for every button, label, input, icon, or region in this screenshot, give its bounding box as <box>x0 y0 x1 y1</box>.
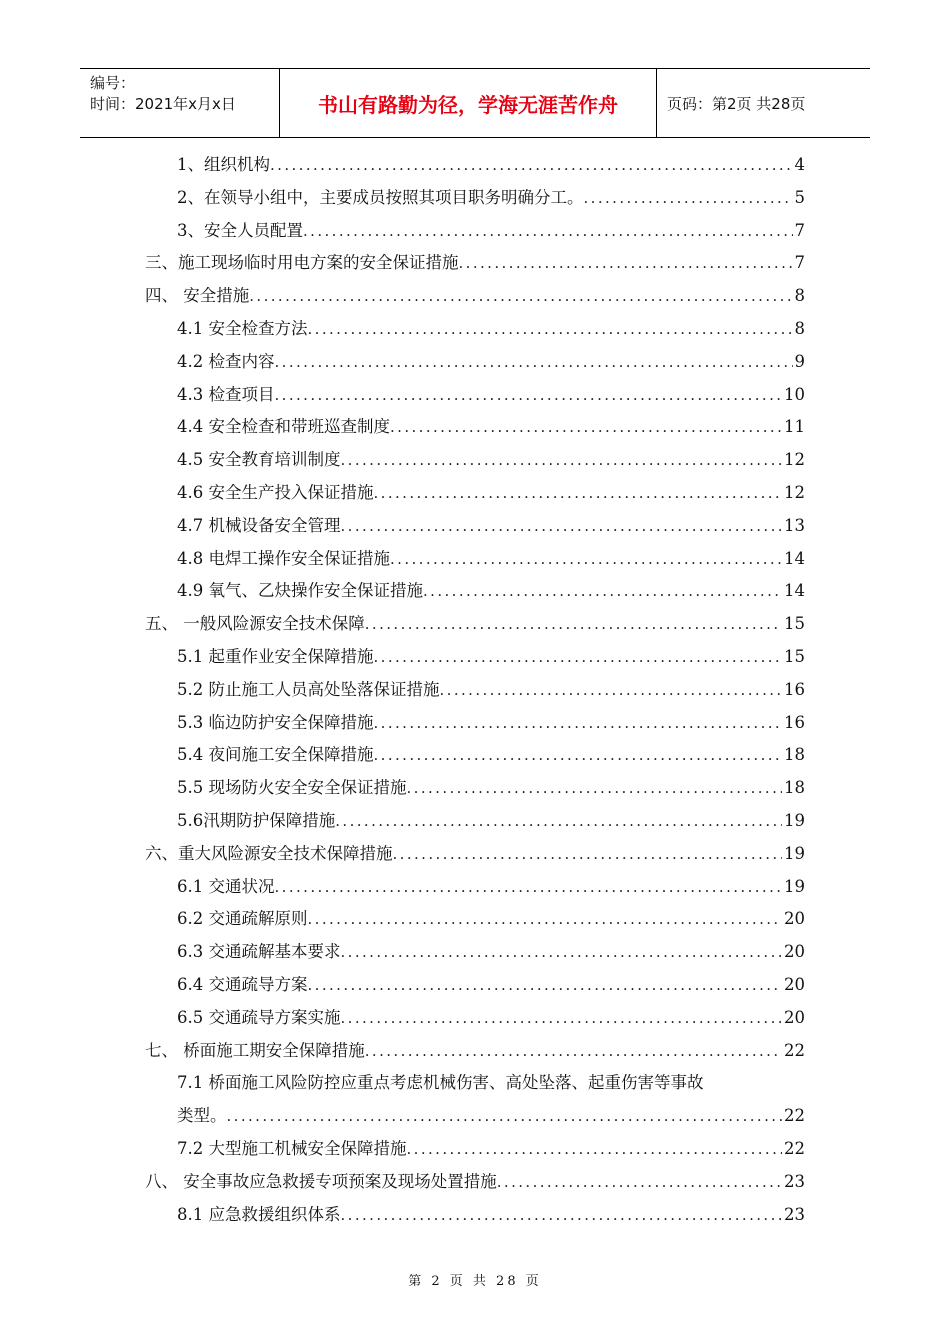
toc-entry-page-number: 12 <box>784 450 805 469</box>
toc-leader-dots <box>303 220 793 242</box>
toc-entry[interactable] <box>177 416 805 438</box>
toc-entry-page-number: 20 <box>784 942 805 961</box>
toc-entry-title: 八、 安全事故应急救援专项预案及现场处置措施 <box>145 1172 497 1191</box>
toc-entry[interactable] <box>145 252 805 274</box>
toc-entry-title: 1、组织机构 <box>177 155 270 174</box>
toc-entry-title: 4.2 检查内容 <box>177 352 275 371</box>
toc-entry[interactable] <box>145 285 805 307</box>
toc-entry-title: 6.1 交通状况 <box>177 877 275 896</box>
toc-entry[interactable] <box>177 351 805 373</box>
toc-entry-title: 4.9 氧气、乙炔操作安全保证措施 <box>177 581 423 600</box>
toc-entry[interactable] <box>177 384 805 406</box>
toc-entry-title: 4.5 安全教育培训制度 <box>177 450 341 469</box>
toc-entry-page-number: 8 <box>794 286 805 305</box>
toc-leader-dots <box>374 712 783 734</box>
toc-entry-title: 8.1 应急救援组织体系 <box>177 1205 341 1224</box>
toc-entry-title: 3、安全人员配置 <box>177 221 303 240</box>
toc-leader-dots <box>275 351 793 373</box>
header-meta <box>80 69 280 137</box>
toc-leader-dots <box>341 1007 783 1029</box>
document-time-label: 时间：2021年x月x日 <box>90 95 236 113</box>
toc-entry[interactable] <box>177 1105 805 1127</box>
toc-entry-title: 6.3 交通疏解基本要求 <box>177 942 341 961</box>
toc-entry-page-number: 18 <box>784 745 805 764</box>
toc-leader-dots <box>308 318 793 340</box>
toc-entry-page-number: 20 <box>784 909 805 928</box>
toc-entry-page-number: 23 <box>784 1205 805 1224</box>
toc-entry-title: 4.7 机械设备安全管理 <box>177 516 341 535</box>
toc-entry[interactable] <box>177 1204 805 1226</box>
toc-entry-page-number: 20 <box>784 1008 805 1027</box>
toc-entry-title: 5.5 现场防火安全安全保证措施 <box>177 778 407 797</box>
toc-entry[interactable] <box>177 777 805 799</box>
toc-entry[interactable] <box>177 154 805 176</box>
toc-entry[interactable] <box>145 843 805 865</box>
toc-entry-page-number: 20 <box>784 975 805 994</box>
toc-entry-page-number: 11 <box>784 417 805 436</box>
toc-leader-dots <box>459 252 793 274</box>
toc-entry-title: 5.3 临边防护安全保障措施 <box>177 713 374 732</box>
toc-entry-title: 5.2 防止施工人员高处坠落保证措施 <box>177 680 440 699</box>
toc-entry[interactable] <box>177 908 805 930</box>
toc-entry[interactable] <box>177 810 805 832</box>
toc-entry-page-number: 22 <box>784 1106 805 1125</box>
toc-entry[interactable] <box>177 876 805 898</box>
toc-entry[interactable] <box>145 613 805 635</box>
toc-leader-dots <box>440 679 783 701</box>
toc-entry[interactable] <box>177 187 805 209</box>
toc-entry-title: 4.3 检查项目 <box>177 385 275 404</box>
toc-leader-dots <box>374 482 783 504</box>
toc-entry[interactable] <box>145 1171 805 1193</box>
toc-entry-title: 四、 安全措施 <box>145 286 250 305</box>
toc-entry[interactable] <box>177 449 805 471</box>
toc-entry-page-number: 18 <box>784 778 805 797</box>
toc-entry-page-number: 16 <box>784 680 805 699</box>
toc-entry-title: 4.1 安全检查方法 <box>177 319 308 338</box>
toc-entry-title: 七、 桥面施工期安全保障措施 <box>145 1041 365 1060</box>
toc-leader-dots <box>249 285 792 307</box>
toc-entry-page-number: 7 <box>794 253 805 272</box>
toc-leader-dots <box>365 1040 782 1062</box>
toc-leader-dots <box>275 876 783 898</box>
toc-leader-dots <box>374 744 783 766</box>
toc-entry-title: 5.1 起重作业安全保障措施 <box>177 647 374 666</box>
toc-entry-page-number: 8 <box>794 319 805 338</box>
toc-leader-dots <box>407 1138 783 1160</box>
toc-entry-page-number: 12 <box>784 483 805 502</box>
toc-entry-page-number: 4 <box>794 155 805 174</box>
toc-entry-title: 6.5 交通疏导方案实施 <box>177 1008 341 1027</box>
toc-entry[interactable] <box>177 1007 805 1029</box>
toc-entry[interactable] <box>177 318 805 340</box>
toc-leader-dots <box>341 449 783 471</box>
toc-entry[interactable] <box>177 941 805 963</box>
toc-entry-title: 5.4 夜间施工安全保障措施 <box>177 745 374 764</box>
toc-entry-page-number: 14 <box>784 581 805 600</box>
toc-entry[interactable] <box>177 646 805 668</box>
toc-entry-title: 4.4 安全检查和带班巡查制度 <box>177 417 390 436</box>
toc-leader-dots <box>423 580 782 602</box>
toc-leader-dots <box>335 810 782 832</box>
toc-entry[interactable]: 7.1 桥面施工风险防控应重点考虑机械伤害、高处坠落、起重伤害等事故 <box>177 1073 704 1092</box>
page-footer: 第 2 页 共 28 页 <box>408 1274 542 1289</box>
toc-entry-page-number: 5 <box>794 188 805 207</box>
toc-entry-page-number: 10 <box>784 385 805 404</box>
toc-leader-dots <box>341 1204 783 1226</box>
toc-entry[interactable] <box>145 1040 805 1062</box>
toc-leader-dots <box>308 908 783 930</box>
toc-leader-dots <box>393 843 783 865</box>
toc-entry[interactable] <box>177 679 805 701</box>
toc-entry-page-number: 15 <box>784 614 805 633</box>
toc-entry-title: 7.2 大型施工机械安全保障措施 <box>177 1139 407 1158</box>
toc-leader-dots <box>275 384 783 406</box>
header-page-info: 页码：第2页 共28页 <box>667 94 806 113</box>
toc-entry-title: 6.4 交通疏导方案 <box>177 975 308 994</box>
header-motto: 书山有路勤为径，学海无涯苦作舟 <box>280 69 657 137</box>
toc-entry-title: 4.8 电焊工操作安全保证措施 <box>177 549 390 568</box>
toc-entry-title: 6.2 交通疏解原则 <box>177 909 308 928</box>
toc-entry[interactable] <box>177 580 805 602</box>
toc-entry-page-number: 19 <box>784 844 805 863</box>
toc-entry-title: 五、 一般风险源安全技术保障 <box>145 614 365 633</box>
toc-leader-dots <box>390 416 782 438</box>
toc-entry-page-number: 9 <box>794 352 805 371</box>
toc-leader-dots <box>270 154 793 176</box>
toc-entry[interactable] <box>177 744 805 766</box>
toc-leader-dots <box>390 548 782 570</box>
toc-entry[interactable] <box>177 220 805 242</box>
toc-leader-dots <box>227 1105 783 1127</box>
toc-entry[interactable] <box>177 515 805 537</box>
toc-entry[interactable] <box>177 548 805 570</box>
toc-entry-title: 三、施工现场临时用电方案的安全保证措施 <box>145 253 459 272</box>
toc-entry-page-number: 16 <box>784 713 805 732</box>
toc-leader-dots <box>365 613 782 635</box>
toc-entry-page-number: 19 <box>784 877 805 896</box>
toc-leader-dots <box>341 515 783 537</box>
toc-leader-dots <box>341 941 783 963</box>
toc-entry-page-number: 15 <box>784 647 805 666</box>
toc-entry-page-number: 23 <box>784 1172 805 1191</box>
page-header <box>80 68 870 138</box>
toc-entry-page-number: 13 <box>784 516 805 535</box>
toc-entry[interactable] <box>177 1138 805 1160</box>
toc-leader-dots <box>407 777 783 799</box>
toc-entry[interactable] <box>177 974 805 996</box>
toc-entry-page-number: 14 <box>784 549 805 568</box>
toc-entry-title: 4.6 安全生产投入保证措施 <box>177 483 374 502</box>
toc-entry[interactable] <box>177 482 805 504</box>
toc-leader-dots <box>374 646 783 668</box>
toc-leader-dots <box>584 187 793 209</box>
toc-leader-dots <box>308 974 783 996</box>
toc-entry-title: 类型。 <box>177 1106 227 1125</box>
toc-entry-title: 六、重大风险源安全技术保障措施 <box>145 844 393 863</box>
toc-entry-page-number: 22 <box>784 1041 805 1060</box>
toc-entry-title: 2、在领导小组中，主要成员按照其项目职务明确分工。 <box>177 188 584 207</box>
document-number-label: 编号： <box>90 74 136 92</box>
toc-entry-page-number: 7 <box>794 221 805 240</box>
toc-entry-page-number: 22 <box>784 1139 805 1158</box>
toc-leader-dots <box>497 1171 782 1193</box>
toc-entry-page-number: 19 <box>784 811 805 830</box>
toc-entry-title: 5.6汛期防护保障措施 <box>177 811 336 830</box>
toc-entry[interactable] <box>177 712 805 734</box>
